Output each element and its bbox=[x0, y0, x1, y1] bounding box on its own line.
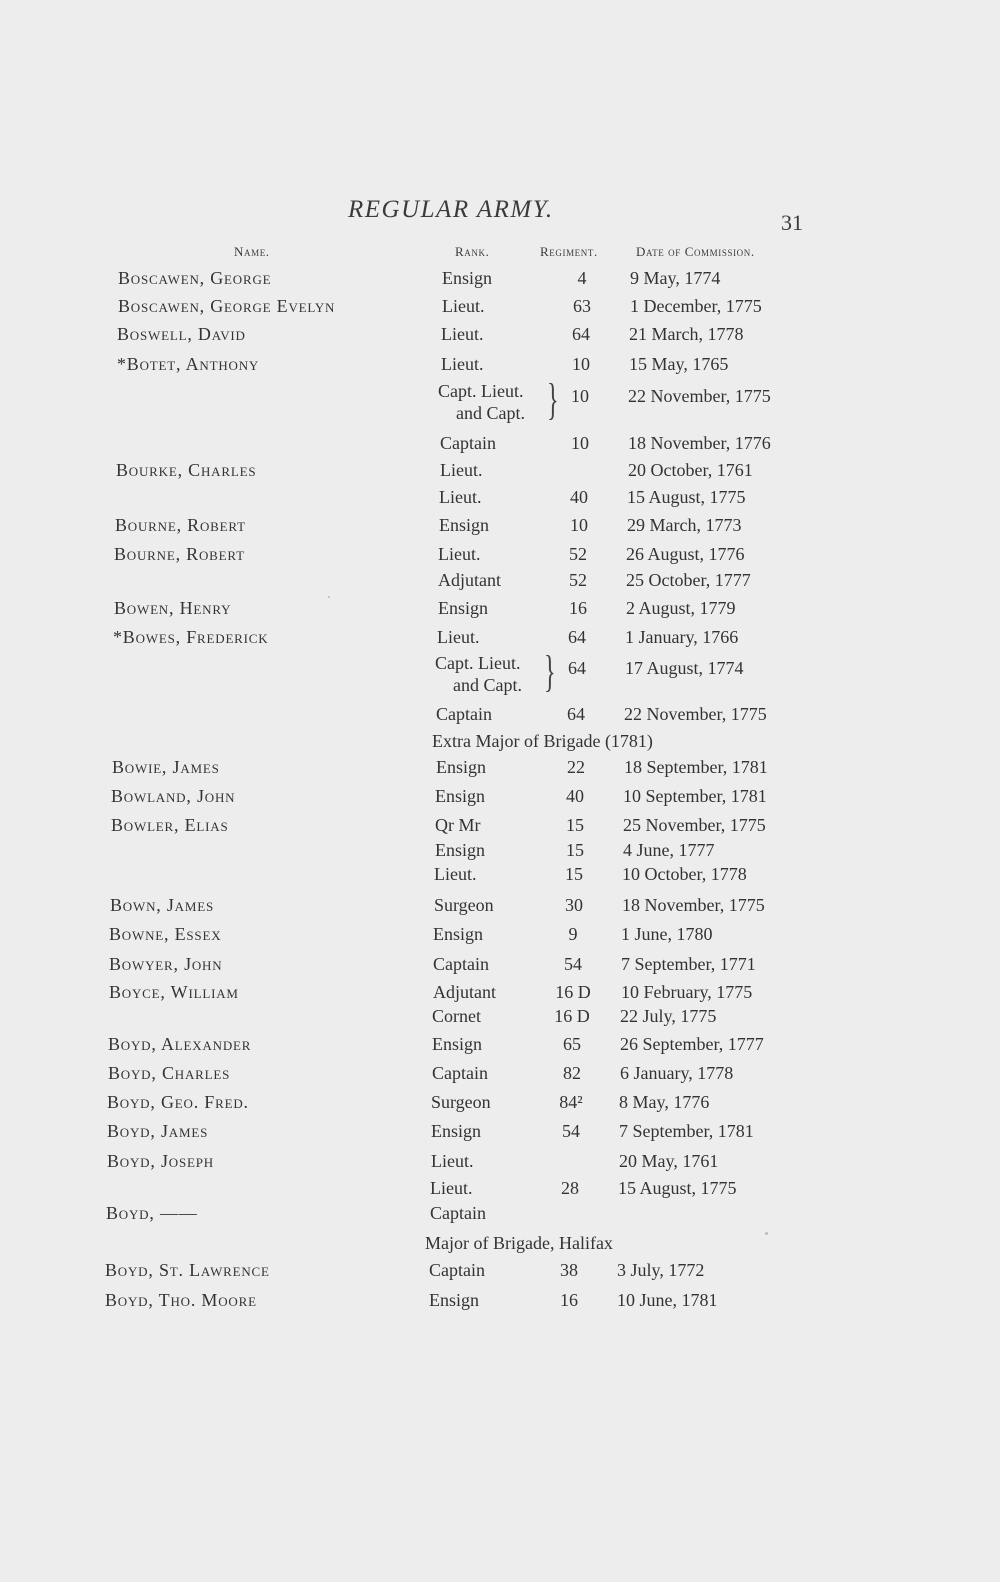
table-row bbox=[0, 1203, 1000, 1229]
entry-rank: Surgeon bbox=[434, 895, 494, 915]
entry-name: Boyd, —— bbox=[106, 1203, 198, 1223]
entry-date: 10 September, 1781 bbox=[623, 786, 767, 806]
entry-name: Boscawen, George bbox=[118, 268, 272, 288]
entry-regiment: 54 bbox=[564, 954, 582, 974]
entry-date: 22 July, 1775 bbox=[620, 1006, 717, 1026]
entry-name: Boyd, Tho. Moore bbox=[105, 1290, 257, 1310]
entry-regiment: 52 bbox=[569, 570, 587, 590]
table-row bbox=[0, 268, 1000, 294]
entry-name: Bowie, James bbox=[112, 757, 220, 777]
entry-date: 26 August, 1776 bbox=[626, 544, 745, 564]
entry-regiment: 64 bbox=[568, 627, 586, 647]
table-row bbox=[0, 627, 1000, 653]
entry-rank: Lieut. bbox=[437, 627, 480, 647]
entry-rank: Lieut. bbox=[441, 324, 484, 344]
entry-name: Bowland, John bbox=[111, 786, 236, 806]
entry-date: 25 November, 1775 bbox=[623, 815, 766, 835]
entry-date: 20 May, 1761 bbox=[619, 1151, 719, 1171]
entry-regiment: 10 bbox=[571, 433, 589, 453]
table-row bbox=[0, 895, 1000, 921]
entry-name: Boswell, David bbox=[117, 324, 246, 344]
entry-regiment: 64 bbox=[568, 658, 586, 678]
entry-regiment: 64 bbox=[567, 704, 585, 724]
entry-date: 17 August, 1774 bbox=[625, 658, 744, 678]
header-regiment: Regiment. bbox=[540, 244, 598, 259]
header-date: Date of Commission. bbox=[636, 244, 755, 259]
table-row bbox=[0, 544, 1000, 570]
entry-rank: Ensign bbox=[435, 840, 486, 860]
paper-speck bbox=[328, 596, 330, 598]
entry-regiment: 54 bbox=[562, 1121, 580, 1141]
entry-date: 10 June, 1781 bbox=[617, 1290, 718, 1310]
entry-regiment: 30 bbox=[565, 895, 583, 915]
entry-name: *Botet, Anthony bbox=[117, 354, 260, 374]
entry-rank: Cornet bbox=[432, 1006, 481, 1026]
entry-rank bbox=[438, 380, 525, 424]
table-row bbox=[0, 1290, 1000, 1316]
entry-rank: Lieut. bbox=[440, 460, 483, 480]
table-row bbox=[0, 954, 1000, 980]
entry-date: 1 January, 1766 bbox=[625, 627, 739, 647]
entry-rank: Adjutant bbox=[433, 982, 496, 1002]
rank-line: Capt. Lieut. bbox=[438, 381, 524, 401]
entry-date: 10 February, 1775 bbox=[621, 982, 753, 1002]
table-row bbox=[0, 375, 1000, 424]
header-name: Name. bbox=[234, 244, 270, 259]
running-title: REGULAR ARMY. bbox=[348, 196, 554, 223]
entry-name: Boscawen, George Evelyn bbox=[118, 296, 336, 316]
header-rank: Rank. bbox=[455, 244, 490, 259]
entry-rank bbox=[435, 652, 522, 696]
entry-date: 18 November, 1775 bbox=[622, 895, 765, 915]
entry-rank: Captain bbox=[429, 1260, 485, 1280]
entry-name: Boyd, Charles bbox=[108, 1063, 231, 1083]
entry-rank: Lieut. bbox=[442, 296, 485, 316]
entry-regiment: 40 bbox=[566, 786, 584, 806]
entry-name: Boyd, Alexander bbox=[108, 1034, 252, 1054]
entry-regiment: 64 bbox=[572, 324, 590, 344]
entry-rank: Captain bbox=[433, 954, 489, 974]
entry-regiment: 16 D bbox=[555, 982, 591, 1002]
entry-rank: Ensign bbox=[436, 757, 487, 777]
paper-speck bbox=[765, 1232, 768, 1235]
entry-date: 15 August, 1775 bbox=[627, 487, 746, 507]
entry-rank: Ensign bbox=[442, 268, 493, 288]
entry-date: 9 May, 1774 bbox=[630, 268, 721, 288]
entry-date: 26 September, 1777 bbox=[620, 1034, 764, 1054]
table-row bbox=[0, 731, 1000, 757]
entry-rank: Adjutant bbox=[438, 570, 501, 590]
entry-regiment: 38 bbox=[560, 1260, 578, 1280]
entry-regiment: 84² bbox=[559, 1092, 583, 1112]
entry-rank: Ensign bbox=[432, 1034, 483, 1054]
entry-date: 29 March, 1773 bbox=[627, 515, 742, 535]
entry-rank: Lieut. bbox=[430, 1178, 473, 1198]
table-row bbox=[0, 324, 1000, 350]
table-row bbox=[0, 460, 1000, 486]
entry-date: 4 June, 1777 bbox=[623, 840, 715, 860]
entry-regiment: 16 bbox=[569, 598, 587, 618]
entry-name: Bowen, Henry bbox=[114, 598, 232, 618]
entry-rank: Ensign bbox=[439, 515, 490, 535]
page-number: 31 bbox=[781, 210, 803, 235]
entry-regiment: 40 bbox=[570, 487, 588, 507]
entry-date: 18 September, 1781 bbox=[624, 757, 768, 777]
table-row bbox=[0, 433, 1000, 459]
entry-date: 22 November, 1775 bbox=[624, 704, 767, 724]
entry-rank: Lieut. bbox=[434, 864, 477, 884]
entry-name: Bowne, Essex bbox=[109, 924, 222, 944]
entry-name: Bowler, Elias bbox=[111, 815, 229, 835]
entry-rank: Captain bbox=[430, 1203, 486, 1223]
entry-date: 25 October, 1777 bbox=[626, 570, 751, 590]
entry-date: 15 May, 1765 bbox=[629, 354, 729, 374]
entry-rank: Captain bbox=[432, 1063, 488, 1083]
entry-date: 1 June, 1780 bbox=[621, 924, 713, 944]
entry-date: 3 July, 1772 bbox=[617, 1260, 705, 1280]
table-row bbox=[0, 1034, 1000, 1060]
rank-line: and Capt. bbox=[453, 675, 522, 695]
entry-rank: Ensign bbox=[431, 1121, 482, 1141]
entry-name: Bourne, Robert bbox=[115, 515, 246, 535]
entry-rank: Qr Mr bbox=[435, 815, 481, 835]
entry-date: 15 August, 1775 bbox=[618, 1178, 737, 1198]
entry-rank: Captain bbox=[436, 704, 492, 724]
entry-regiment: 15 bbox=[565, 864, 583, 884]
entry-date: 20 October, 1761 bbox=[628, 460, 753, 480]
table-row bbox=[0, 1121, 1000, 1147]
entry-name: Bourke, Charles bbox=[116, 460, 257, 480]
table-row bbox=[0, 487, 1000, 513]
table-row bbox=[0, 982, 1000, 1008]
table-row bbox=[0, 815, 1000, 841]
entry-name: Boyd, James bbox=[107, 1121, 209, 1141]
entry-regiment: 15 bbox=[566, 840, 584, 860]
entry-rank: Surgeon bbox=[431, 1092, 491, 1112]
entry-regiment: 10 bbox=[570, 515, 588, 535]
entry-date: 7 September, 1781 bbox=[619, 1121, 754, 1141]
table-row bbox=[0, 647, 1000, 696]
entry-rank: Lieut. bbox=[438, 544, 481, 564]
table-row bbox=[0, 924, 1000, 950]
table-row bbox=[0, 757, 1000, 783]
entry-date: 21 March, 1778 bbox=[629, 324, 744, 344]
table-row bbox=[0, 296, 1000, 322]
entry-regiment: 52 bbox=[569, 544, 587, 564]
entry-note: Major of Brigade, Halifax bbox=[425, 1233, 613, 1253]
entry-regiment: 15 bbox=[566, 815, 584, 835]
table-row bbox=[0, 354, 1000, 380]
entry-name: Boyd, St. Lawrence bbox=[105, 1260, 270, 1280]
entry-rank: Ensign bbox=[438, 598, 489, 618]
entry-date: 7 September, 1771 bbox=[621, 954, 756, 974]
entry-name: Bourne, Robert bbox=[114, 544, 245, 564]
entry-name: Boyd, Geo. Fred. bbox=[107, 1092, 249, 1112]
entry-regiment: 9 bbox=[568, 924, 578, 944]
table-row bbox=[0, 786, 1000, 812]
table-row bbox=[0, 598, 1000, 624]
brace-mark: } bbox=[547, 375, 559, 424]
entry-regiment: 22 bbox=[567, 757, 585, 777]
rank-line: Capt. Lieut. bbox=[435, 653, 521, 673]
entry-rank: Ensign bbox=[435, 786, 486, 806]
table-row bbox=[0, 840, 1000, 866]
entry-regiment: 82 bbox=[563, 1063, 581, 1083]
table-row bbox=[0, 1233, 1000, 1259]
entry-name: Boyce, William bbox=[109, 982, 239, 1002]
entry-date: 8 May, 1776 bbox=[619, 1092, 710, 1112]
entry-rank: Lieut. bbox=[439, 487, 482, 507]
rank-line: and Capt. bbox=[456, 403, 525, 423]
table-row bbox=[0, 515, 1000, 541]
entry-regiment: 28 bbox=[561, 1178, 579, 1198]
entry-regiment: 16 bbox=[560, 1290, 578, 1310]
entry-regiment: 4 bbox=[577, 268, 587, 288]
entry-date: 6 January, 1778 bbox=[620, 1063, 734, 1083]
entry-rank: Ensign bbox=[429, 1290, 480, 1310]
entry-regiment: 10 bbox=[572, 354, 590, 374]
table-row bbox=[0, 1063, 1000, 1089]
entry-date: 1 December, 1775 bbox=[630, 296, 762, 316]
entry-name: *Bowes, Frederick bbox=[113, 627, 269, 647]
entry-name: Bowyer, John bbox=[109, 954, 223, 974]
table-row bbox=[0, 704, 1000, 730]
entry-regiment: 16 D bbox=[554, 1006, 590, 1026]
entry-rank: Ensign bbox=[433, 924, 484, 944]
entry-date: 10 October, 1778 bbox=[622, 864, 747, 884]
entry-rank: Lieut. bbox=[431, 1151, 474, 1171]
table-row bbox=[0, 1178, 1000, 1204]
entry-rank: Captain bbox=[440, 433, 496, 453]
entry-rank: Lieut. bbox=[441, 354, 484, 374]
table-row bbox=[0, 864, 1000, 890]
entry-regiment: 63 bbox=[573, 296, 591, 316]
table-row bbox=[0, 1092, 1000, 1118]
entry-date: 2 August, 1779 bbox=[626, 598, 736, 618]
entry-name: Bown, James bbox=[110, 895, 214, 915]
entry-date: 22 November, 1775 bbox=[628, 386, 771, 406]
entry-note: Extra Major of Brigade (1781) bbox=[432, 731, 653, 751]
entry-date: 18 November, 1776 bbox=[628, 433, 771, 453]
entry-regiment: 10 bbox=[571, 386, 589, 406]
table-row bbox=[0, 1260, 1000, 1286]
table-row bbox=[0, 1006, 1000, 1032]
entry-name: Boyd, Joseph bbox=[107, 1151, 214, 1171]
table-row bbox=[0, 570, 1000, 596]
entry-regiment: 65 bbox=[563, 1034, 581, 1054]
table-row bbox=[0, 1151, 1000, 1177]
brace-mark: } bbox=[544, 647, 556, 696]
